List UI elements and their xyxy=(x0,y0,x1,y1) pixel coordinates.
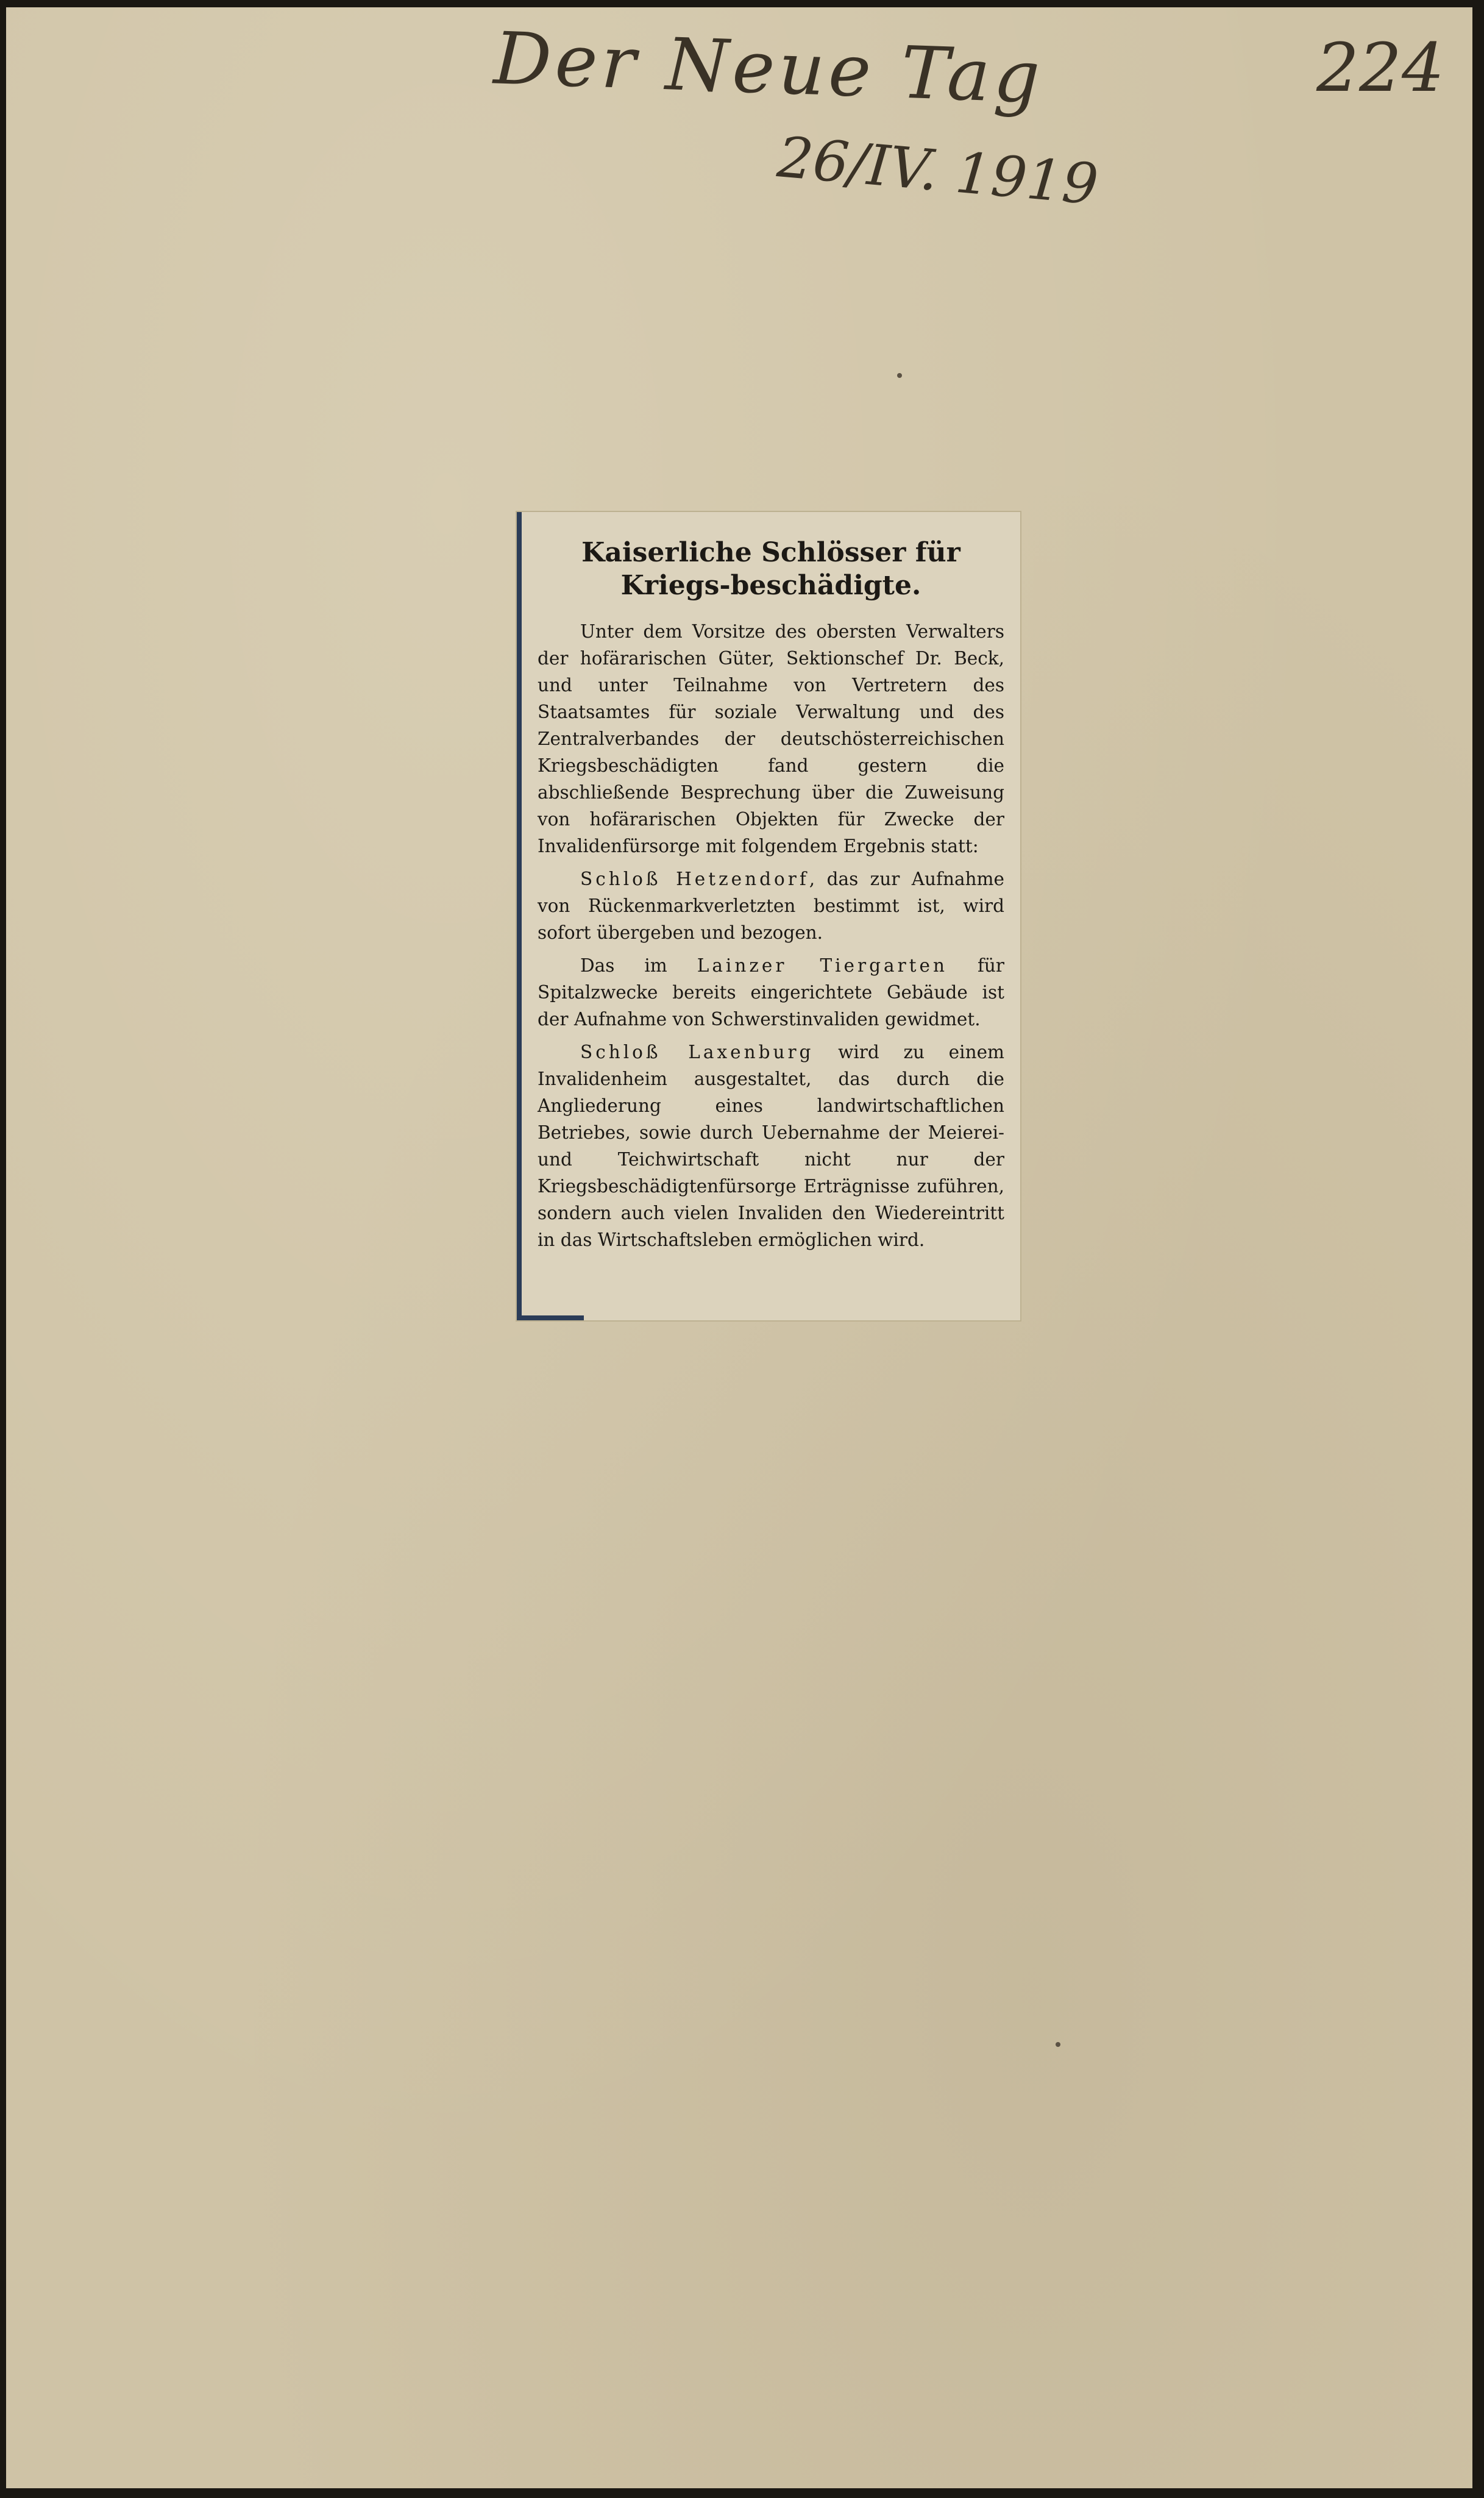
paper-speck xyxy=(897,373,902,378)
clipping-blue-edge xyxy=(517,512,522,1320)
clipping-headline: Kaiserliche Schlösser für Kriegs-beschädigte. xyxy=(581,537,960,601)
clipping-paragraph xyxy=(538,952,1004,1033)
clipping-blue-edge xyxy=(517,1315,584,1320)
newspaper-clipping xyxy=(517,512,1020,1320)
clipping-paragraph xyxy=(538,1039,1004,1253)
handwritten-date: 26/IV. 1919 xyxy=(775,124,1101,218)
paragraph-text: wird zu einem Invalidenheim ausgestaltet, das durch die Angliederung eines landwirtschaftlichen Betriebes, sowie durch Uebernahme der Meierei- und Teichwirtschaft nicht nur der Kriegsbeschädigtenfürsorge Erträgnisse zuführen, sondern auch vielen Invaliden den Wiedereintritt in das Wirtschaftsleben ermöglichen wird. xyxy=(538,1042,1004,1250)
archive-sheet xyxy=(6,7,1472,2488)
handwritten-newspaper-title: Der Neue Tag xyxy=(492,16,1045,119)
place-name: Lainzer Tiergarten xyxy=(697,955,948,976)
place-name: Schloß Laxenburg xyxy=(580,1042,814,1062)
paper-speck xyxy=(1056,2042,1060,2047)
place-name: Schloß Hetzendorf xyxy=(580,869,809,889)
paragraph-prefix: Das im xyxy=(580,955,697,976)
paragraph-text: , das zur Aufnahme von Rückenmarkverletzten bestimmt ist, wird sofort übergeben und bezogen. xyxy=(538,869,1004,943)
clipping-paragraph xyxy=(538,618,1004,859)
handwritten-page-number: 224 xyxy=(1316,29,1444,107)
paragraph-text: Unter dem Vorsitze des obersten Verwalters der hofärarischen Güter, Sektionschef Dr. Beck, und unter Teilnahme von Vertretern des Staatsamtes für soziale Verwaltung und des Zentralverbandes der deutschösterreichischen Kriegsbeschädigten fand gestern die abschließende Besprechung über die Zuweisung von hofärarischen Objekten für Zwecke der Invalidenfürsorge mit folgendem Ergebnis statt: xyxy=(538,621,1004,856)
paragraph-text: für Spitalzwecke bereits eingerichtete Gebäude ist der Aufnahme von Schwerstinvaliden gewidmet. xyxy=(538,955,1004,1030)
clipping-paragraph xyxy=(538,866,1004,946)
